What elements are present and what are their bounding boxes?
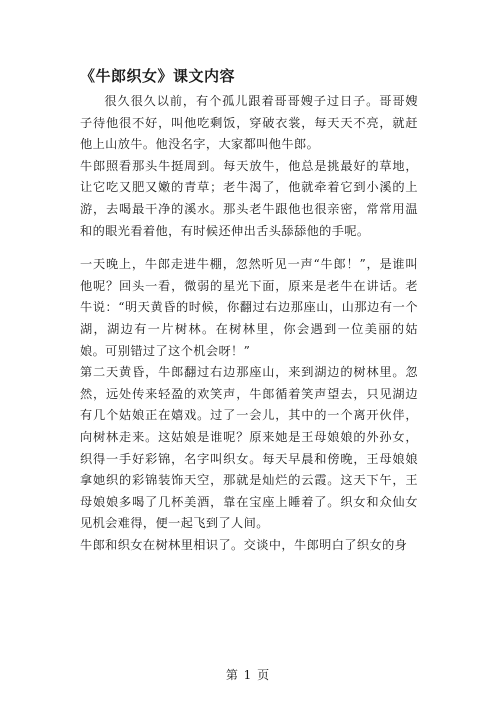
paragraph-caring-for-ox: 牛郎照看那头牛挺周到。每天放牛，他总是挑最好的草地，让它吃又肥又嫩的青草；老牛渴了，他就牵着它到小溪的上游，去喝最干净的溪水。那头老牛跟他也很亲密，常常用温和的眼光看着他，有时候还伸出舌头舔舔他的手呢。 (80, 158, 418, 238)
document-title: 《牛郎织女》课文内容 (80, 67, 236, 85)
page-number: 第 1 页 (225, 668, 271, 682)
paragraph-ox-speaks: 一天晚上，牛郎走进牛棚，忽然听见一声“牛郎！”，是谁叫他呢？回头一看，微弱的星光下面，原来是老牛在讲话。老牛说：“明天黄昏的时候，你翻过右边那座山，山那边有一个湖，湖边有一片树林。在树林里，你会遇到一位美丽的姑娘。可别错过了这个机会呀！” (80, 257, 418, 358)
paragraph-orphan-intro: 很久很久以前，有个孤儿跟着哥哥嫂子过日子。哥哥嫂子待他很不好，叫他吃剩饭，穿破衣裳，每天天不亮，就赶他上山放牛。他没名字，大家都叫他牛郎。 (80, 94, 418, 152)
paragraph-meeting-weaver: 第二天黄昏，牛郎翻过右边那座山，来到湖边的树林里。忽然，远处传来轻盈的欢笑声，牛郎循着笑声望去，只见湖边有几个姑娘正在嬉戏。过了一会儿，其中的一个离开伙伴，向树林走来。这姑娘是谁呢？原来她是王母娘娘的外孙女，织得一手好彩锦，名字叫织女。每天早晨和傍晚，王母娘娘拿她织的彩锦装饰天空，那就是灿烂的云霞。这天下午，王母娘娘多喝了几杯美酒，靠在宝座上睡着了。织女和众仙女见机会难得，便一起飞到了人间。 (80, 365, 418, 531)
document-body (80, 91, 418, 556)
paragraph-acquaintance: 牛郎和织女在树林里相识了。交谈中，牛郎明白了织女的身 (80, 537, 408, 552)
